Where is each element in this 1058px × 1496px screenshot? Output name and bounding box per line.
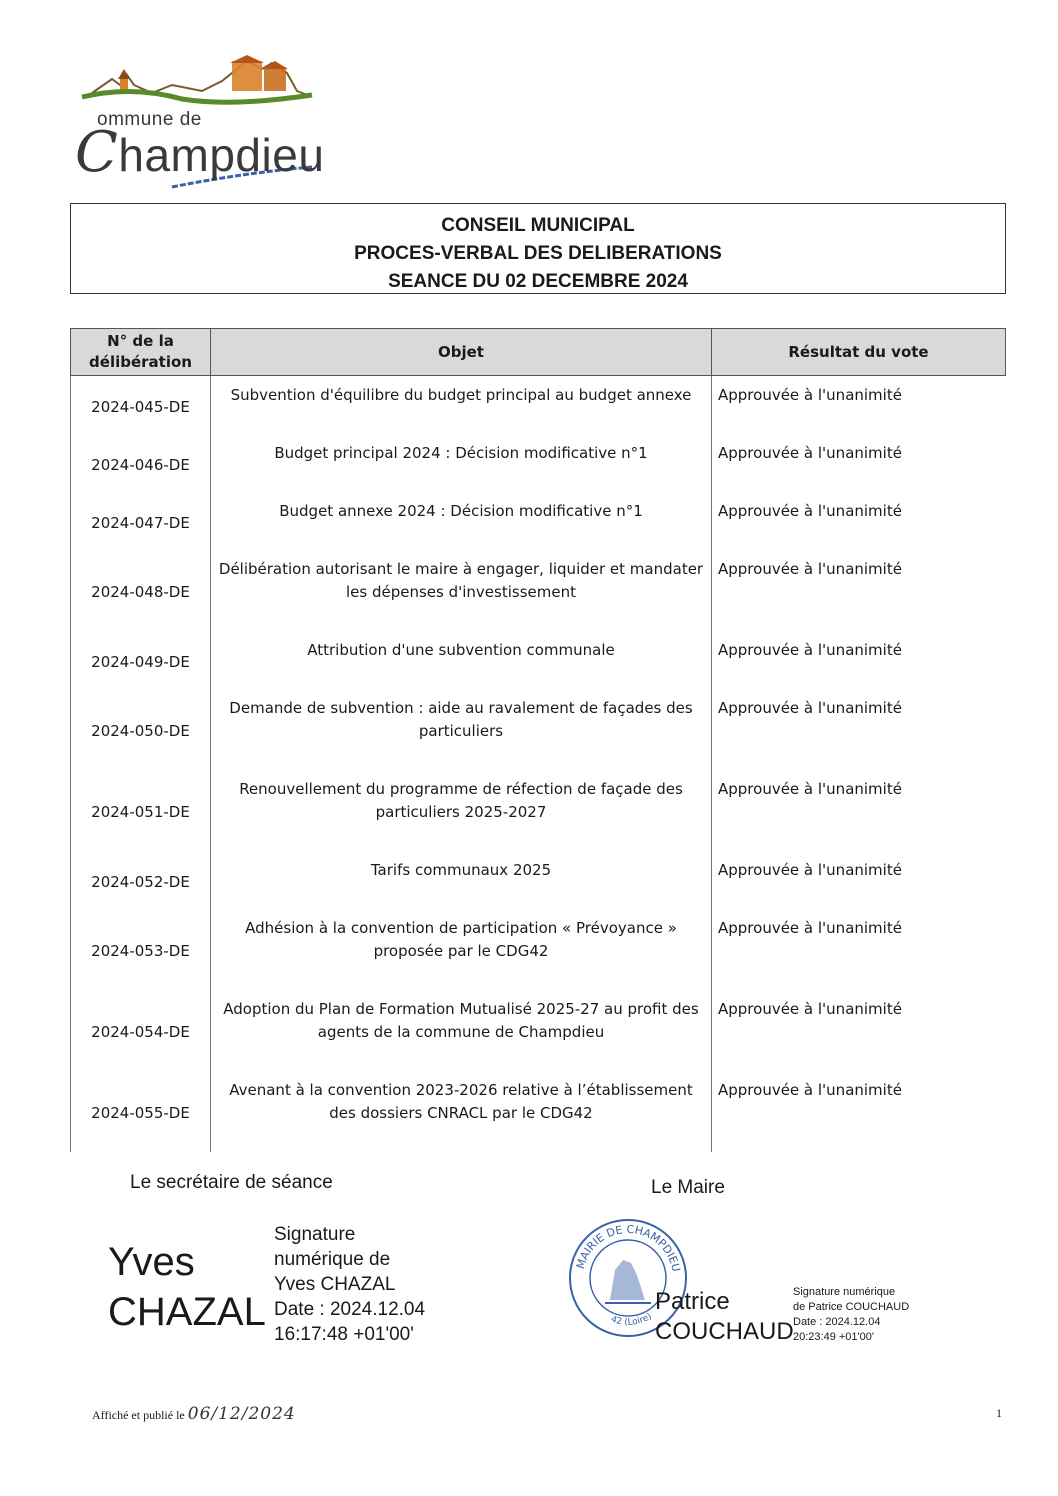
header-objet: Objet (211, 329, 712, 376)
cell-resultat: Approuvée à l'unanimité (718, 444, 902, 462)
table-row (71, 434, 1006, 492)
table-row (71, 909, 1006, 990)
table-row (71, 492, 1006, 550)
secretary-signature-name: Yves CHAZAL (108, 1240, 266, 1334)
maire-signature-name: Patrice COUCHAUD (655, 1288, 794, 1345)
maire-label: Le Maire (651, 1177, 725, 1198)
table-row (71, 689, 1006, 770)
logo-text-champdieu: Champdieu (75, 120, 325, 185)
page-number: 1 (996, 1406, 1002, 1420)
logo-text-commune: ommune de (97, 109, 202, 130)
cell-objet: Adoption du Plan de Formation Mutualisé 2025-27 au profit des agents de la commune de Champdieu (211, 990, 712, 1071)
cell-objet: Budget principal 2024 : Décision modificative n°1 (211, 434, 712, 492)
title-box (70, 203, 1006, 294)
secretary-label: Le secrétaire de séance (130, 1172, 333, 1193)
cell-num: 2024-053-DE (71, 909, 211, 990)
cell-resultat: Approuvée à l'unanimité (718, 1000, 902, 1018)
title-line-3: SEANCE DU 02 DECEMBRE 2024 (388, 271, 688, 292)
published-note: Affiché et publié le 06/12/2024 (92, 1404, 296, 1424)
header-num: N° de la délibération (71, 329, 211, 376)
cell-num: 2024-048-DE (71, 550, 211, 631)
cell-num: 2024-055-DE (71, 1071, 211, 1152)
cell-objet: Attribution d'une subvention communale (211, 631, 712, 689)
cell-num: 2024-051-DE (71, 770, 211, 851)
cell-resultat: Approuvée à l'unanimité (718, 641, 902, 659)
deliberations-table (70, 328, 1006, 1152)
cell-objet: Avenant à la convention 2023-2026 relative à l’établissement des dossiers CNRACL par le CDG42 (211, 1071, 712, 1152)
cell-resultat: Approuvée à l'unanimité (718, 386, 902, 404)
svg-text:MAIRIE DE CHAMPDIEU: MAIRIE DE CHAMPDIEU (573, 1222, 683, 1273)
cell-num: 2024-045-DE (71, 376, 211, 435)
cell-num: 2024-054-DE (71, 990, 211, 1071)
title-line-2: PROCES-VERBAL DES DELIBERATIONS (354, 243, 722, 264)
cell-resultat: Approuvée à l'unanimité (718, 780, 902, 798)
cell-objet: Tarifs communaux 2025 (211, 851, 712, 909)
table-header-row (71, 329, 1006, 376)
table-row (71, 990, 1006, 1071)
header-resultat: Résultat du vote (712, 329, 1006, 376)
cell-resultat: Approuvée à l'unanimité (718, 502, 902, 520)
cell-resultat: Approuvée à l'unanimité (718, 1081, 902, 1099)
cell-num: 2024-050-DE (71, 689, 211, 770)
table-row (71, 631, 1006, 689)
cell-num: 2024-052-DE (71, 851, 211, 909)
svg-text:42 (Loire): 42 (Loire) (609, 1311, 654, 1328)
cell-objet: Budget annexe 2024 : Décision modificative n°1 (211, 492, 712, 550)
table-row (71, 550, 1006, 631)
table-row (71, 770, 1006, 851)
cell-objet: Délibération autorisant le maire à engager, liquider et mandater les dépenses d'investissement (211, 550, 712, 631)
table-row (71, 851, 1006, 909)
cell-resultat: Approuvée à l'unanimité (718, 861, 902, 879)
cell-objet: Demande de subvention : aide au ravalement de façades des particuliers (211, 689, 712, 770)
cell-num: 2024-049-DE (71, 631, 211, 689)
cell-objet: Renouvellement du programme de réfection de façade des particuliers 2025-2027 (211, 770, 712, 851)
cell-objet: Adhésion à la convention de participation « Prévoyance » proposée par le CDG42 (211, 909, 712, 990)
published-date: 06/12/2024 (187, 1404, 296, 1424)
cell-num: 2024-046-DE (71, 434, 211, 492)
secretary-signature-details: Signature numérique de Yves CHAZAL Date : 2024.12.04 16:17:48 +01'00' (274, 1224, 426, 1345)
cell-resultat: Approuvée à l'unanimité (718, 699, 902, 717)
cell-num: 2024-047-DE (71, 492, 211, 550)
maire-signature-details: Signature numérique de Patrice COUCHAUD Date : 2024.12.04 20:23:49 +01'00' (793, 1286, 910, 1343)
title-line-1: CONSEIL MUNICIPAL (441, 215, 635, 236)
cell-resultat: Approuvée à l'unanimité (718, 919, 902, 937)
cell-resultat: Approuvée à l'unanimité (718, 560, 902, 578)
table-row (71, 376, 1006, 435)
table-row (71, 1071, 1006, 1152)
cell-objet: Subvention d'équilibre du budget principal au budget annexe (211, 376, 712, 435)
